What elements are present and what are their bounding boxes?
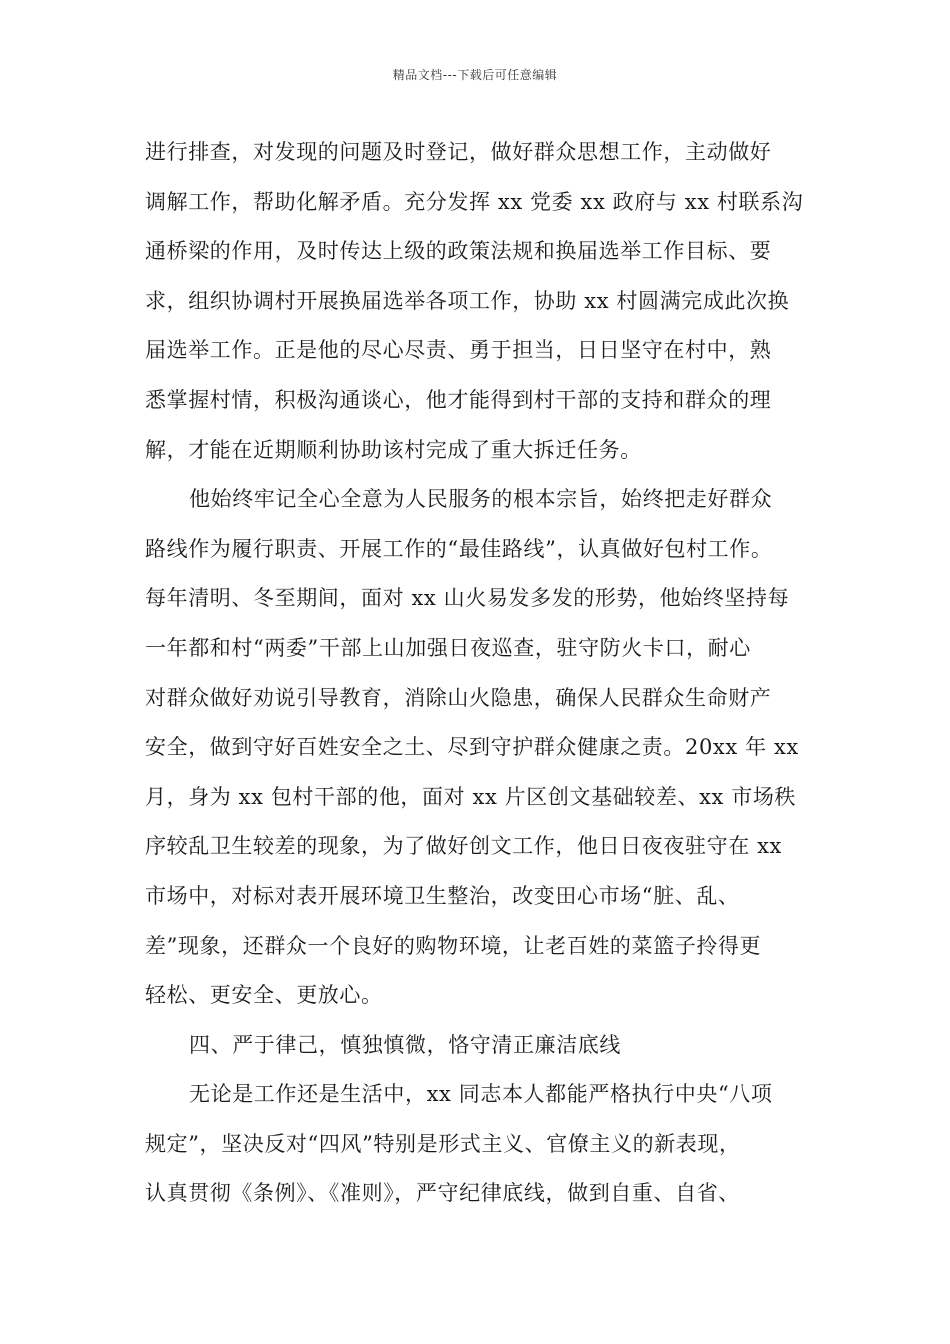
document-body bbox=[145, 128, 805, 1219]
page-header: 精品文档---下载后可任意编辑 bbox=[392, 68, 558, 82]
paragraph-first-line: 无论是工作还是生活中，xx 同志本人都能严格执行中央“八项 bbox=[189, 1082, 773, 1107]
text-line: 轻松、更安全、更放心。 bbox=[145, 983, 383, 1008]
text-line: 一年都和村“两委”干部上山加强日夜巡查，驻守防火卡口，耐心 bbox=[145, 635, 751, 660]
text-line: 悉掌握村情，积极沟通谈心，他才能得到村干部的支持和群众的理 bbox=[145, 387, 772, 412]
text-line: 解，才能在近期顺利协助该村完成了重大拆迁任务。 bbox=[145, 437, 642, 462]
text-line: 届选举工作。正是他的尽心尽责、勇于担当，日日坚守在村中，熟 bbox=[145, 338, 772, 363]
text-line: 序较乱卫生较差的现象，为了做好创文工作，他日日夜夜驻守在 xx bbox=[145, 834, 782, 859]
text-line: 月，身为 xx 包村干部的他，面对 xx 片区创文基础较差、xx 市场秩 bbox=[145, 784, 797, 809]
section-heading: 四、严于律己，慎独慎微，恪守清正廉洁底线 bbox=[189, 1032, 621, 1057]
text-line: 安全，做到守好百姓安全之土、尽到守护群众健康之责。20xx 年 xx bbox=[145, 735, 799, 760]
text-line: 进行排查，对发现的问题及时登记，做好群众思想工作，主动做好 bbox=[145, 140, 772, 164]
text-line: 市场中，对标对表开展环境卫生整治，改变田心市场“脏、乱、 bbox=[145, 883, 740, 908]
paragraph-first-line: 他始终牢记全心全意为人民服务的根本宗旨，始终把走好群众 bbox=[189, 487, 773, 512]
text-line: 每年清明、冬至期间，面对 xx 山火易发多发的形势，他始终坚持每 bbox=[145, 586, 790, 611]
text-line: 认真贯彻《条例》、《准则》，严守纪律底线，做到自重、自省、 bbox=[145, 1181, 740, 1206]
text-line: 差”现象，还群众一个良好的购物环境，让老百姓的菜篮子拎得更 bbox=[145, 933, 762, 958]
text-line: 规定”，坚决反对“四风”特别是形式主义、官僚主义的新表现， bbox=[145, 1131, 741, 1156]
text-line: 对群众做好劝说引导教育，消除山火隐患，确保人民群众生命财产 bbox=[145, 685, 772, 710]
text-line: 调解工作，帮助化解矛盾。充分发挥 xx 党委 xx 政府与 xx 村联系沟 bbox=[145, 189, 804, 214]
text-line: 通桥梁的作用，及时传达上级的政策法规和换届选举工作目标、要 bbox=[145, 239, 772, 264]
text-line: 求，组织协调村开展换届选举各项工作，协助 xx 村圆满完成此次换 bbox=[145, 288, 790, 313]
text-line: 路线作为履行职责、开展工作的“最佳路线”，认真做好包村工作。 bbox=[145, 536, 773, 561]
